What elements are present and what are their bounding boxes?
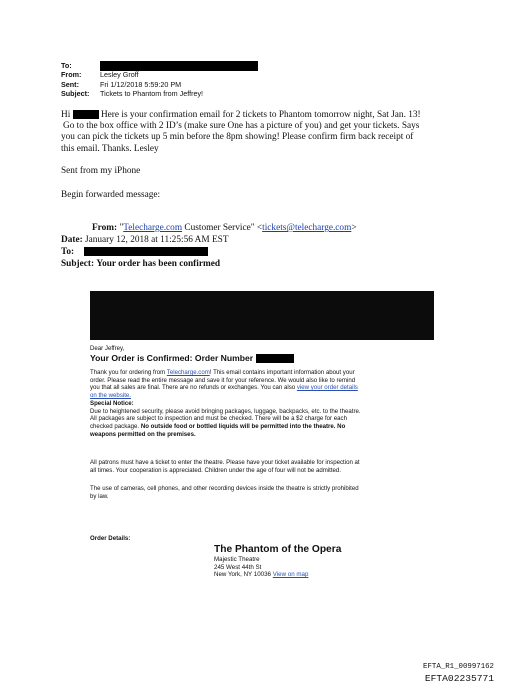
header-subject-row [61, 89, 258, 98]
header-from-row [61, 70, 258, 79]
order-confirmed-text: Your Order is Confirmed: Order Number [90, 353, 254, 363]
show-title: The Phantom of the Opera [214, 544, 342, 555]
order-confirmed-heading [90, 353, 294, 363]
redaction-box [73, 110, 99, 119]
on-the-website-link[interactable]: on the website. [90, 392, 131, 400]
notice-line-1: Due to heightened security, please avoid bringing packages, luggage, backpacks, etc. to the theatre. [90, 407, 361, 415]
email-paragraph-2 [90, 459, 360, 474]
begin-forwarded: Begin forwarded message: [61, 190, 161, 200]
footer-id-2: EFTA02235771 [424, 673, 494, 684]
order-details-label: Order Details: [90, 535, 131, 542]
notice-line-2: All packages are subject to inspection and must be checked. There will be a $2 charge for each [90, 415, 347, 423]
email-paragraph-1 [90, 369, 361, 438]
fwd-to-label: To: [61, 247, 75, 257]
footer-id-1: EFTA_R1_00997162 [423, 663, 494, 671]
header-sent-row [61, 80, 258, 89]
angle-close: > [351, 223, 357, 233]
venue-city-row [214, 571, 341, 579]
fwd-subject-label: Subject: [61, 259, 95, 269]
body-line-4: this email. Thanks. Lesley [61, 143, 159, 154]
p1-line-2: order. Please read the entire message and save it for your reference. We would also like to remind [90, 376, 356, 384]
telecharge-link-2[interactable]: Telecharge.com [166, 369, 210, 376]
fwd-from-row [92, 223, 357, 234]
quote-mark: " [119, 223, 124, 233]
venue-address: 245 West 44th St [214, 563, 262, 571]
email-paragraph-3 [90, 485, 359, 500]
sent-from-iphone: Sent from my iPhone [61, 166, 141, 176]
fwd-date-label: Date: [61, 235, 83, 245]
fwd-subject-row [61, 259, 220, 270]
body-line-1: Here is your confirmation email for 2 tickets to Phantom tomorrow night, Sat Jan. 13! [100, 110, 421, 120]
sent-label: Sent: [61, 79, 79, 89]
p1-text-post: ! This email contains important information about your [209, 369, 355, 376]
fwd-subject-value: Your order has been confirmed [96, 259, 221, 269]
fwd-to-row [61, 247, 208, 258]
fwd-date-value: January 12, 2018 at 11:25:56 AM EST [85, 235, 229, 245]
redaction-box [256, 354, 294, 363]
notice-line-3: checked package. [90, 422, 141, 430]
venue-city: New York, NY 10036 [214, 571, 271, 578]
special-notice-title: Special Notice: [90, 399, 134, 407]
view-order-details-link[interactable]: view your order details [296, 384, 358, 392]
fwd-date-row [61, 235, 229, 246]
notice-bold-4: weapons permitted on the premises. [90, 430, 196, 438]
p1-line-3: you that all sales are final. There are no refunds or exchanges. You can also [90, 384, 297, 392]
fwd-from-label: From: [92, 223, 118, 233]
telecharge-link[interactable]: Telecharge.com [123, 223, 183, 233]
email-header [61, 61, 258, 99]
header-to-row [61, 61, 258, 70]
notice-bold-3: No outside food or bottled liquids will be permitted into the theatre. No [140, 422, 346, 430]
tickets-email-link[interactable]: tickets@telecharge.com [262, 223, 352, 233]
email-greeting: Dear Jeffrey, [90, 345, 125, 352]
fwd-from-text: Customer Service" < [182, 223, 263, 233]
body-line [61, 110, 421, 121]
venue-name: Majestic Theatre [214, 556, 260, 563]
redacted-banner [90, 291, 434, 340]
p3-line-2: by law. [90, 492, 109, 500]
p2-line-2: all times. Your cooperation is appreciated. Children under the age of four will not be admitted. [90, 466, 342, 474]
from-value: Lesley Groff [100, 70, 139, 80]
to-label: To: [61, 61, 72, 70]
redaction-box [100, 61, 258, 71]
body-line-3: you can pick the tickets up 5 min before the 8pm showing! Please confirm firm back receipt of [61, 132, 414, 143]
greeting-hi: Hi [61, 110, 71, 120]
show-details [214, 544, 341, 579]
p1-text: Thank you for ordering from [90, 369, 167, 376]
subject-value: Tickets to Phantom from Jeffrey! [100, 89, 204, 99]
redaction-box [84, 247, 208, 256]
sent-value: Fri 1/12/2018 5:59:20 PM [100, 79, 182, 89]
view-on-map-link[interactable]: View on map [272, 571, 309, 578]
subject-label: Subject: [61, 89, 90, 99]
from-label: From: [61, 70, 82, 80]
p2-line-1: All patrons must have a ticket to enter the theatre. Please have your ticket available for inspection at [90, 459, 360, 466]
body-line-2: Go to the box office with 2 ID’s (make sure One has a picture of you) and get your tickets. Says [63, 121, 420, 132]
p3-line-1: The use of cameras, cell phones, and other recording devices inside the theatre is strictly prohibited [90, 485, 359, 492]
message-body [61, 110, 421, 155]
